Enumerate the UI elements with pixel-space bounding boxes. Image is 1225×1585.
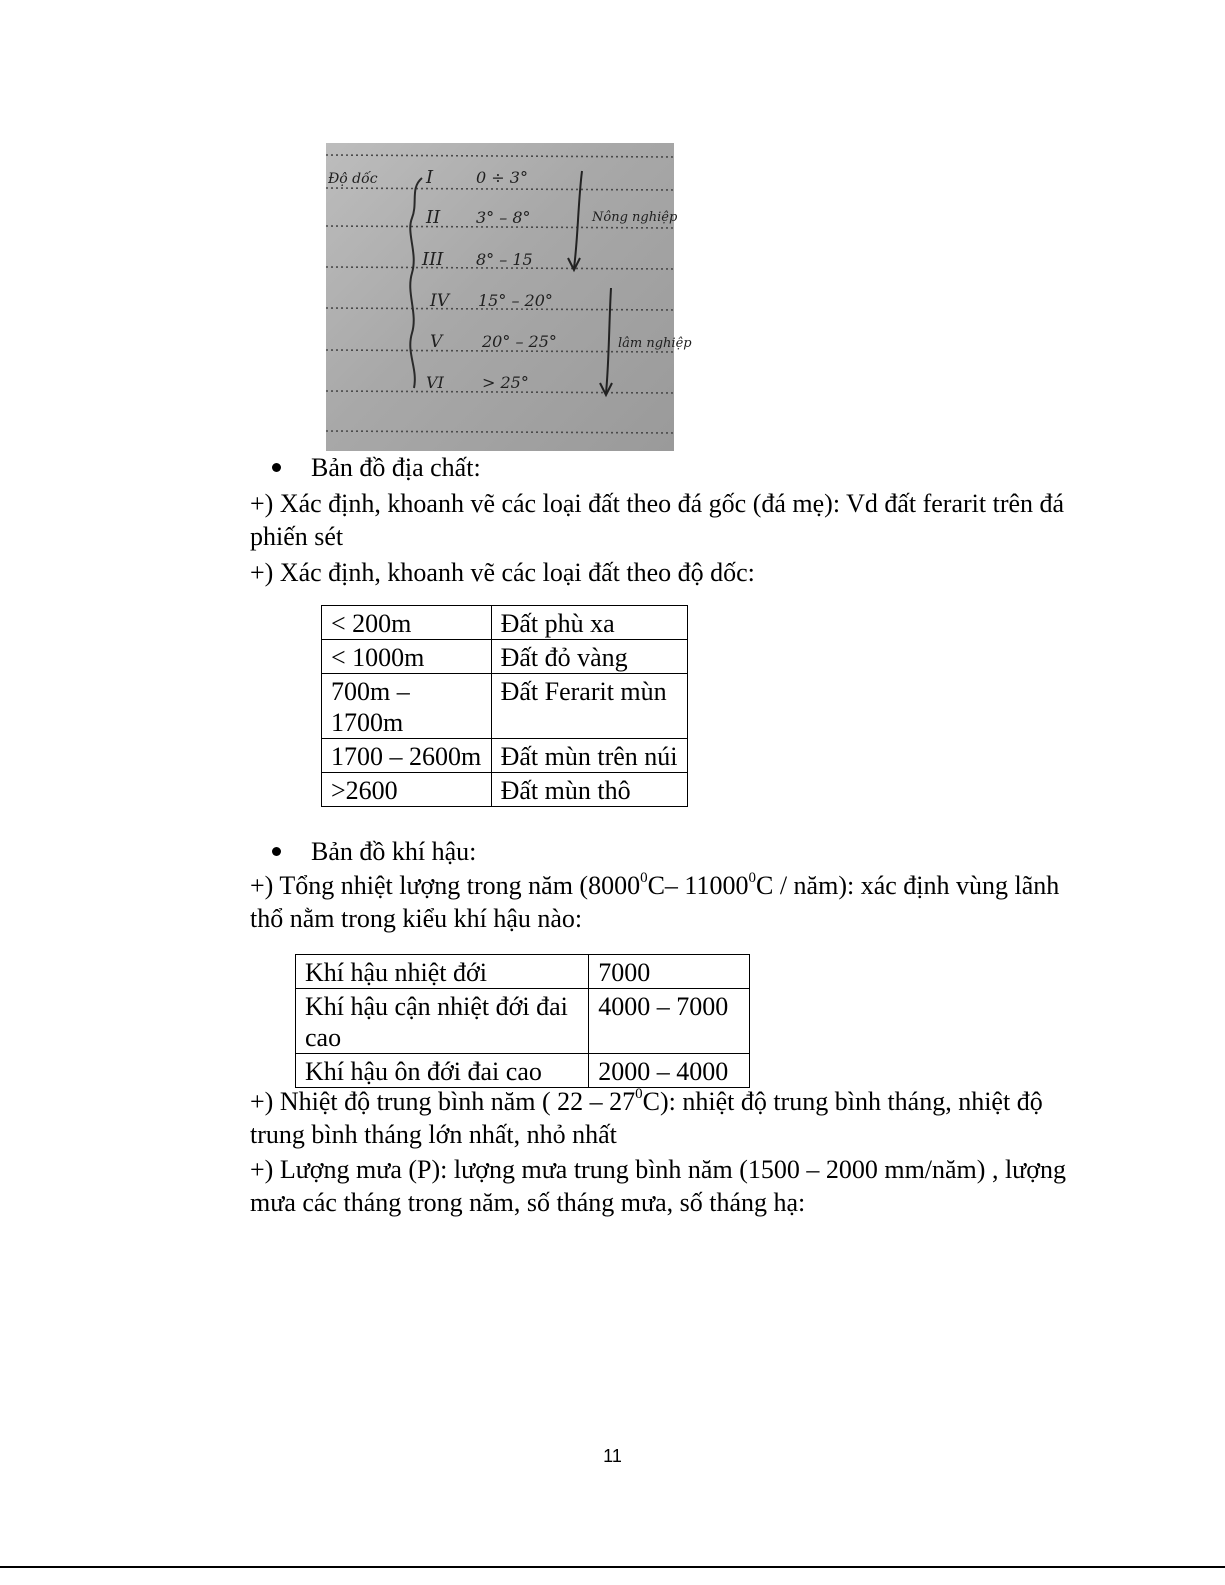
photo-row-range: 15° – 20° bbox=[478, 291, 553, 310]
bullet-climate bbox=[272, 835, 476, 868]
photo-right-note: lâm nghiệp bbox=[618, 336, 692, 351]
photo-row-label: VI bbox=[426, 373, 444, 392]
photo-right-note: Nông nghiệp bbox=[592, 210, 678, 225]
photo-row-label: IV bbox=[430, 291, 449, 311]
climate-line-1-b: C– 11000 bbox=[647, 871, 749, 900]
table-row bbox=[296, 989, 750, 1054]
soil-slope-table bbox=[321, 605, 688, 807]
table-row bbox=[296, 955, 750, 989]
table-cell: < 200m bbox=[322, 606, 492, 640]
handwritten-notes-photo bbox=[326, 143, 692, 451]
bullet-geology-text: Bản đồ địa chất: bbox=[311, 453, 481, 482]
photo-row-label: V bbox=[430, 332, 443, 352]
climate-line-2-b: C): nhiệt độ trung bình tháng, nhiệt độ trung bình tháng lớn nhất, nhỏ nhất bbox=[250, 1087, 1043, 1149]
table-cell: Khí hậu ôn đới đai cao bbox=[296, 1054, 589, 1088]
photo-row-range: 20° – 25° bbox=[482, 332, 557, 351]
photo-row-range: 8° – 15 bbox=[476, 250, 533, 269]
geology-line-1: +) Xác định, khoanh vẽ các loại đất theo đá gốc (đá mẹ): Vd đất ferarit trên đá phiến sét bbox=[250, 489, 1065, 551]
table-cell: 1700 – 2600m bbox=[322, 739, 492, 773]
table-cell: >2600 bbox=[322, 773, 492, 807]
bullet-geology bbox=[272, 451, 481, 484]
geology-line-2: +) Xác định, khoanh vẽ các loại đất theo độ dốc: bbox=[250, 558, 755, 587]
climate-line-2 bbox=[250, 1085, 1080, 1151]
notebook-lines-drawing bbox=[326, 143, 692, 451]
table-cell: Đất phù xa bbox=[491, 606, 687, 640]
bullet-climate-text: Bản đồ khí hậu: bbox=[311, 837, 477, 866]
degree-sup: 0 bbox=[640, 870, 648, 887]
climate-line-3: +) Lượng mưa (P): lượng mưa trung bình năm (1500 – 2000 mm/năm) , lượng mưa các tháng trong năm, số tháng mưa, số tháng hạ: bbox=[250, 1155, 1067, 1217]
photo-left-note: Độ dốc bbox=[328, 171, 378, 187]
bullet-dot-icon bbox=[272, 463, 281, 472]
table-row bbox=[322, 674, 688, 739]
table-cell: Đất đỏ vàng bbox=[491, 640, 687, 674]
photo-row-range: > 25° bbox=[482, 373, 529, 392]
table-cell: Đất Ferarit mùn bbox=[491, 674, 687, 739]
footer-rule bbox=[0, 1566, 1225, 1568]
table-row bbox=[322, 773, 688, 807]
photo-row-label: I bbox=[426, 167, 434, 188]
table-cell: 4000 – 7000 bbox=[589, 989, 750, 1054]
table-row bbox=[322, 739, 688, 773]
table-cell: 700m – 1700m bbox=[322, 674, 492, 739]
photo-row-range: 3° – 8° bbox=[476, 208, 531, 227]
table-row bbox=[296, 1054, 750, 1088]
table-row bbox=[322, 606, 688, 640]
degree-sup: 0 bbox=[748, 870, 756, 887]
photo-row-range: 0 ÷ 3° bbox=[476, 168, 528, 187]
table-cell: Khí hậu nhiệt đới bbox=[296, 955, 589, 989]
photo-row-label: II bbox=[426, 207, 441, 228]
degree-sup: 0 bbox=[635, 1086, 643, 1103]
table-cell: < 1000m bbox=[322, 640, 492, 674]
table-cell: Khí hậu cận nhiệt đới đai cao bbox=[296, 989, 589, 1054]
climate-line-2-a: +) Nhiệt độ trung bình năm ( 22 – 27 bbox=[250, 1087, 636, 1116]
climate-type-table bbox=[295, 954, 750, 1088]
climate-line-1-a: +) Tổng nhiệt lượng trong năm (8000 bbox=[250, 871, 641, 900]
climate-line-1 bbox=[250, 869, 1080, 935]
table-row bbox=[322, 640, 688, 674]
table-cell: 2000 – 4000 bbox=[589, 1054, 750, 1088]
photo-row-label: III bbox=[422, 249, 444, 270]
page-number: 11 bbox=[603, 1446, 622, 1466]
table-cell: Đất mùn thô bbox=[491, 773, 687, 807]
table-cell: 7000 bbox=[589, 955, 750, 989]
climate-line-1-c: C / năm): xác định vùng lãnh thổ nằm trong kiểu khí hậu nào: bbox=[250, 871, 1060, 933]
bullet-dot-icon bbox=[272, 847, 281, 856]
table-cell: Đất mùn trên núi bbox=[491, 739, 687, 773]
